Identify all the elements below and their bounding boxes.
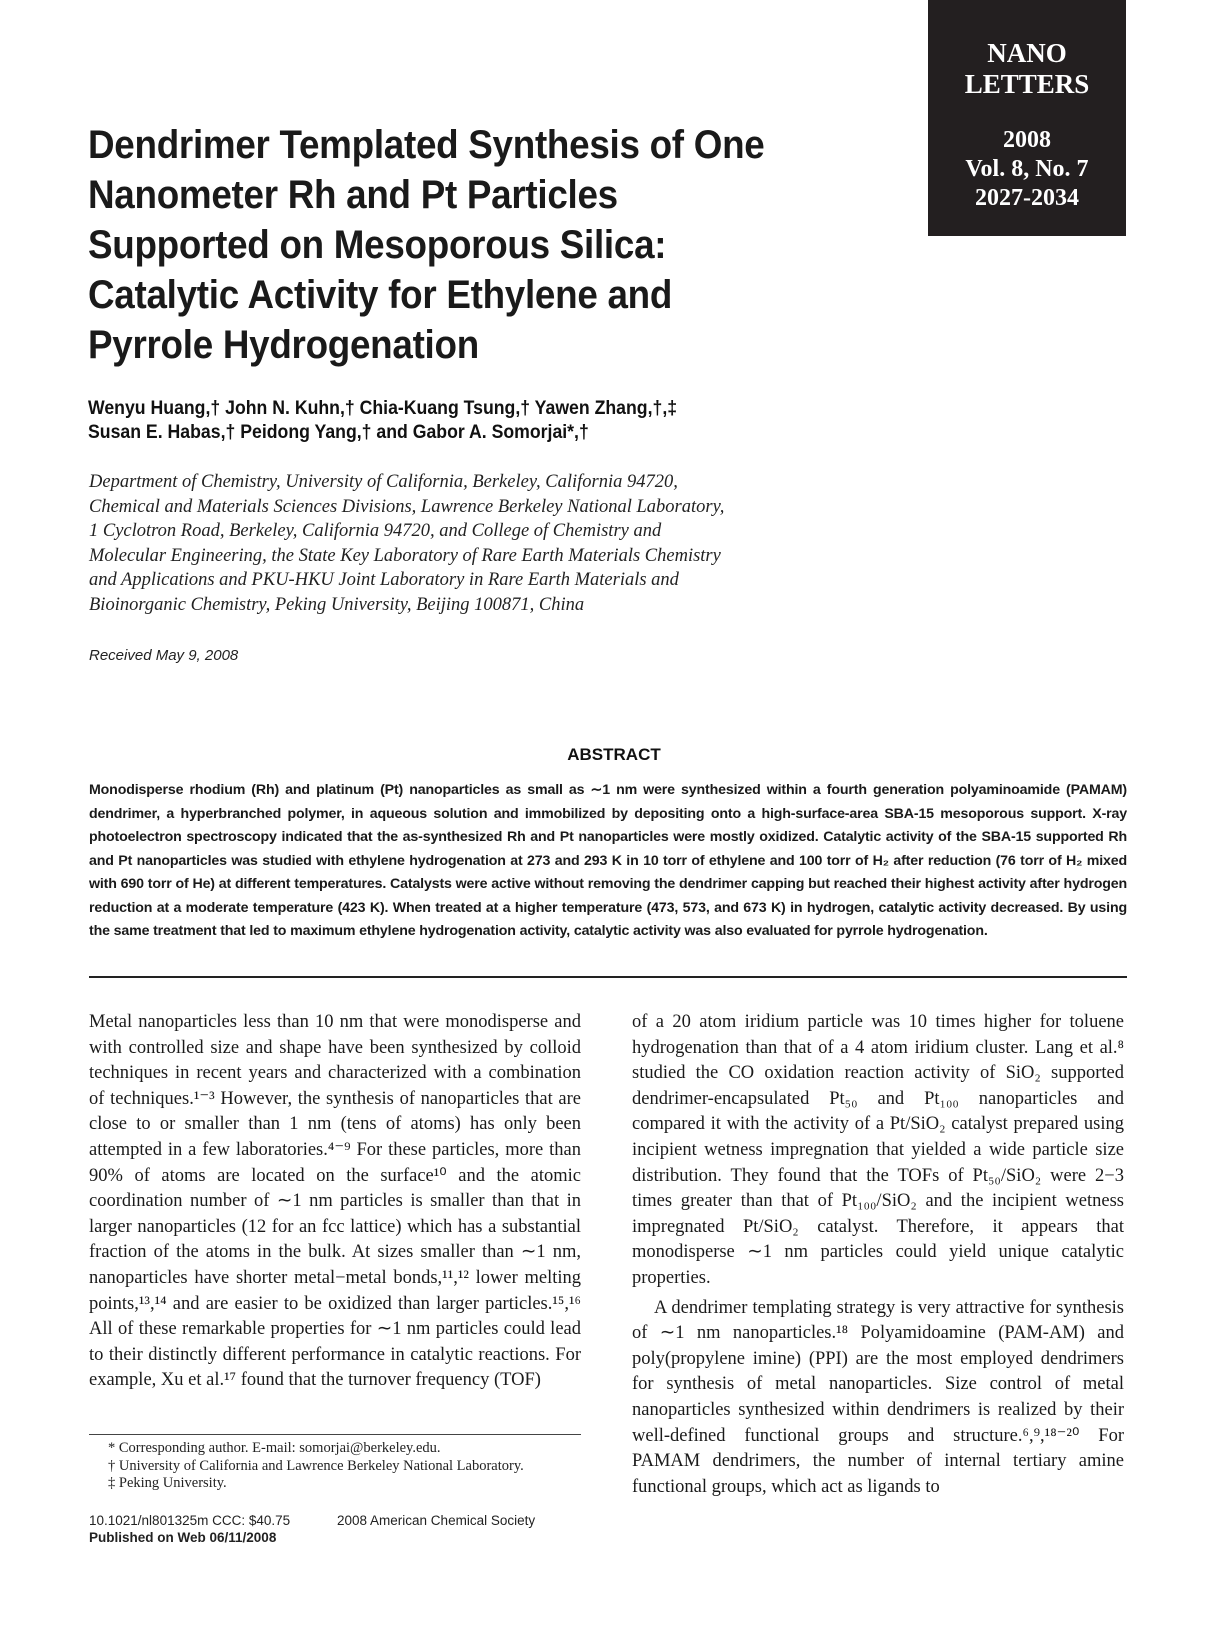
- title-line: Pyrrole Hydrogenation: [88, 323, 479, 367]
- affiliation-line: and Applications and PKU-HKU Joint Laboratory in Rare Earth Materials and: [89, 570, 679, 590]
- footnote-affiliation-1: † University of California and Lawrence Berkeley National Laboratory.: [108, 1457, 524, 1474]
- journal-info-box: [928, 0, 1126, 236]
- footnote-divider: [89, 1434, 581, 1435]
- body-paragraph: A dendrimer templating strategy is very attractive for synthesis of ∼1 nm nanoparticles.¹⁸ Polyamidoamine (PAM-AM) and poly(propylene imine) (PPI) are the most employed dendrimers for synthesis of metal nanoparticles. Size control of metal nanoparticles synthesized within dendrimers is realized by their well-defined functional groups and structure.⁶,⁹,¹⁸⁻²⁰ For PAMAM dendrimers, the number of internal tertiary amine functional groups, which act as ligands to: [632, 1297, 1124, 1497]
- body-column-right: [632, 1010, 1124, 1500]
- author-line: Wenyu Huang,† John N. Kuhn,† Chia-Kuang Tsung,† Yawen Zhang,†,‡: [88, 398, 678, 419]
- affiliations: [89, 470, 849, 617]
- affiliation-line: Department of Chemistry, University of California, Berkeley, California 94720,: [89, 472, 678, 492]
- affiliation-line: Bioinorganic Chemistry, Peking University, Beijing 100871, China: [89, 594, 585, 615]
- received-date: Received May 9, 2008: [89, 647, 239, 664]
- title-line: Nanometer Rh and Pt Particles: [88, 173, 618, 217]
- abstract-text: Monodisperse rhodium (Rh) and platinum (Pt) nanoparticles as small as ∼1 nm were synthesized within a fourth generation polyaminoamide (PAMAM) dendrimer, a hyperbranched polymer, in aqueous solution and immobilized by depositing onto a high-surface-area SBA-15 mesoporous support. X-ray photoelectron spectroscopy indicated that the as-synthesized Rh and Pt nanoparticles were mostly oxidized. Catalytic activity of the SBA-15 supported Rh and Pt nanoparticles was studied with ethylene hydrogenation at 273 and 293 K in 10 torr of ethylene and 100 torr of H₂ after reduction (76 torr of H₂ mixed with 690 torr of He) at different temperatures. Catalysts were active without removing the dendrimer capping but reached their highest activity after hydrogen reduction at a moderate temperature (423 K). When treated at a higher temperature (473, 573, and 673 K) in hydrogen, catalytic activity decreased. By using the same treatment that led to maximum ethylene hydrogenation activity, catalytic activity was also evaluated for pyrrole hydrogenation.: [89, 782, 1127, 939]
- footnotes: [108, 1440, 588, 1493]
- copyright-line: 2008 American Chemical Society: [337, 1513, 536, 1528]
- abstract-divider: [89, 976, 1127, 978]
- footnote-affiliation-2: ‡ Peking University.: [108, 1475, 227, 1491]
- article-title: [88, 120, 787, 370]
- journal-name-line1: NANO: [987, 38, 1067, 68]
- journal-year: 2008: [1003, 127, 1051, 153]
- journal-pages: 2027-2034: [975, 185, 1079, 211]
- author-list: [88, 397, 795, 445]
- body-paragraph: of a 20 atom iridium particle was 10 times higher for toluene hydrogenation than that of a 4 atom iridium cluster. Lang et al.⁸ studied the CO oxidation reaction activity of SiO₂ supported dendrimer-encapsulated Pt₅₀ and Pt₁₀₀ nanoparticles and compared it with the activity of a Pt/SiO₂ catalyst prepared using incipient wetness impregnation that yielded a wide particle size distribution. They found that the TOFs of Pt₅₀/SiO₂ were 2−3 times greater than that of Pt₁₀₀/SiO₂ and the incipient wetness impregnated Pt/SiO₂ catalyst. Therefore, it appears that monodisperse ∼1 nm particles could yield unique catalytic properties.: [632, 1012, 1124, 1288]
- journal-volume: Vol. 8, No. 7: [965, 156, 1089, 182]
- affiliation-line: Chemical and Materials Sciences Divisions, Lawrence Berkeley National Laboratory,: [89, 496, 725, 517]
- footnote-corresponding: * Corresponding author. E-mail: somorjai@berkeley.edu.: [108, 1440, 441, 1456]
- journal-name-line2: LETTERS: [964, 69, 1090, 99]
- doi-line: 10.1021/nl801325m CCC: $40.75: [89, 1513, 291, 1528]
- author-line: Susan E. Habas,† Peidong Yang,† and Gabor A. Somorjai*,†: [88, 422, 589, 443]
- title-line: Dendrimer Templated Synthesis of One: [88, 123, 765, 167]
- body-paragraph: Metal nanoparticles less than 10 nm that were monodisperse and with controlled size and shape have been synthesized by colloid techniques in recent years and characterized with a combination of techniques.¹⁻³ However, the synthesis of nanoparticles that are close to or smaller than 1 nm (tens of atoms) has only been attempted in a few laboratories.⁴⁻⁹ For these particles, more than 90% of atoms are located on the surface¹⁰ and the atomic coordination number of ∼1 nm particles is smaller than that in larger nanoparticles (12 for an fcc lattice) which has a substantial fraction of the atoms in the bulk. At sizes smaller than ∼1 nm, nanoparticles have shorter metal−metal bonds,¹¹,¹² lower melting points,¹³,¹⁴ and are easier to be oxidized than larger particles.¹⁵,¹⁶ All of these remarkable properties for ∼1 nm particles could lead to their distinctly different performance in catalytic reactions. For example, Xu et al.¹⁷ found that the turnover frequency (TOF): [89, 1012, 581, 1391]
- published-date: Published on Web 06/11/2008: [89, 1530, 277, 1545]
- abstract-heading: ABSTRACT: [567, 745, 661, 764]
- body-column-left: [89, 1010, 581, 1394]
- title-line: Catalytic Activity for Ethylene and: [88, 273, 673, 317]
- affiliation-line: Molecular Engineering, the State Key Laboratory of Rare Earth Materials Chemistry: [89, 545, 721, 566]
- title-line: Supported on Mesoporous Silica:: [88, 223, 667, 267]
- affiliation-line: 1 Cyclotron Road, Berkeley, California 94720, and College of Chemistry and: [89, 521, 662, 541]
